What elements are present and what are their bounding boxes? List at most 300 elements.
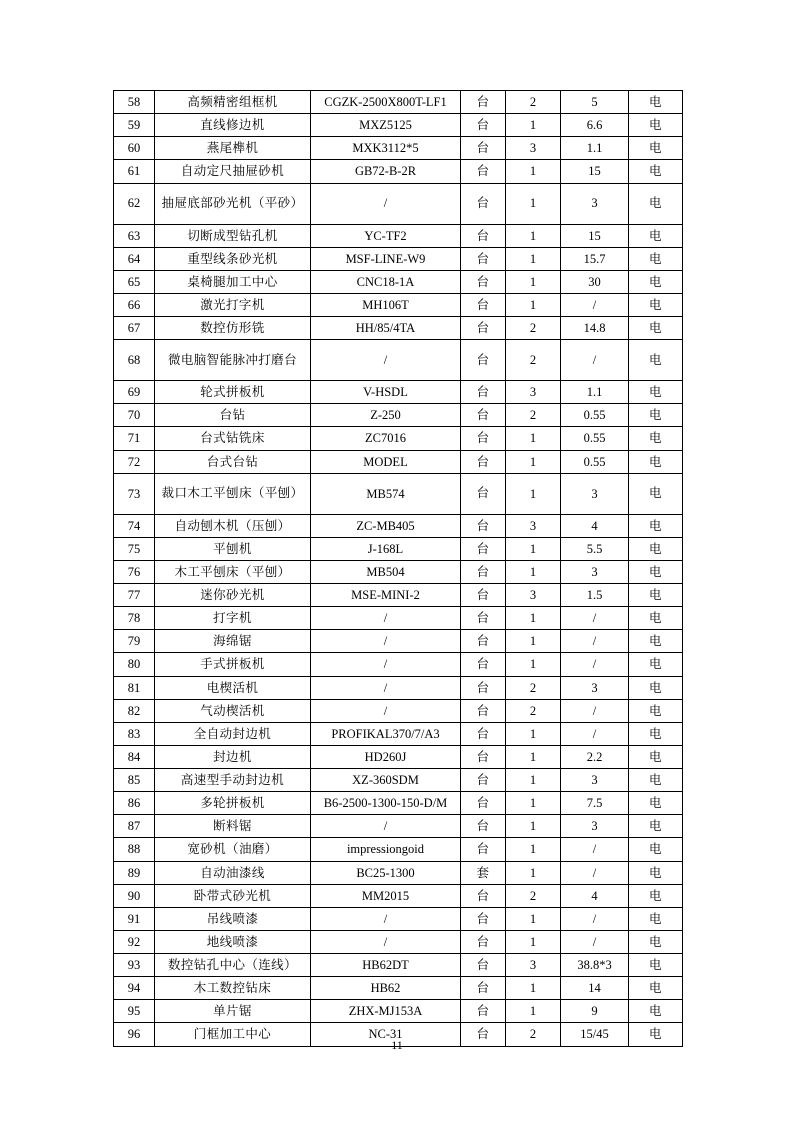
cell-power-kw: /	[561, 907, 629, 930]
cell-energy-type: 电	[629, 247, 683, 270]
cell-quantity: 1	[506, 977, 561, 1000]
cell-equipment-name: 单片锯	[155, 1000, 311, 1023]
cell-equipment-name: 数控仿形铣	[155, 317, 311, 340]
cell-equipment-name: 全自动封边机	[155, 722, 311, 745]
table-row	[114, 884, 683, 907]
cell-equipment-name: 打字机	[155, 607, 311, 630]
cell-equipment-name: 迷你砂光机	[155, 584, 311, 607]
table-row	[114, 930, 683, 953]
cell-model-spec: BC25-1300	[311, 861, 461, 884]
cell-quantity: 1	[506, 607, 561, 630]
cell-equipment-name: 多轮拼板机	[155, 792, 311, 815]
cell-energy-type: 电	[629, 584, 683, 607]
table-row	[114, 473, 683, 514]
table-row	[114, 381, 683, 404]
cell-equipment-name: 抽屉底部砂光机（平砂）	[155, 183, 311, 224]
cell-model-spec: HB62	[311, 977, 461, 1000]
cell-unit: 台	[461, 560, 506, 583]
cell-model-spec: /	[311, 930, 461, 953]
cell-power-kw: 15/45	[561, 1023, 629, 1046]
table-row	[114, 722, 683, 745]
table-row	[114, 270, 683, 293]
table-row	[114, 653, 683, 676]
table-row	[114, 537, 683, 560]
table-row	[114, 514, 683, 537]
cell-energy-type: 电	[629, 838, 683, 861]
cell-energy-type: 电	[629, 722, 683, 745]
cell-unit: 台	[461, 224, 506, 247]
cell-power-kw: 0.55	[561, 450, 629, 473]
cell-energy-type: 电	[629, 792, 683, 815]
cell-equipment-name: 断料锯	[155, 815, 311, 838]
cell-unit: 台	[461, 954, 506, 977]
cell-unit: 台	[461, 653, 506, 676]
cell-power-kw: 4	[561, 884, 629, 907]
table-row	[114, 404, 683, 427]
cell-power-kw: 7.5	[561, 792, 629, 815]
cell-serial-number: 96	[114, 1023, 155, 1046]
cell-unit: 台	[461, 630, 506, 653]
cell-model-spec: /	[311, 676, 461, 699]
cell-energy-type: 电	[629, 954, 683, 977]
cell-model-spec: MB574	[311, 473, 461, 514]
cell-unit: 台	[461, 745, 506, 768]
table-row	[114, 630, 683, 653]
cell-model-spec: /	[311, 630, 461, 653]
cell-energy-type: 电	[629, 473, 683, 514]
cell-energy-type: 电	[629, 293, 683, 316]
cell-model-spec: MM2015	[311, 884, 461, 907]
cell-unit: 台	[461, 607, 506, 630]
cell-model-spec: GB72-B-2R	[311, 160, 461, 183]
equipment-table	[113, 90, 683, 1047]
cell-equipment-name: 平刨机	[155, 537, 311, 560]
cell-energy-type: 电	[629, 404, 683, 427]
cell-energy-type: 电	[629, 884, 683, 907]
cell-serial-number: 72	[114, 450, 155, 473]
cell-model-spec: MB504	[311, 560, 461, 583]
table-row	[114, 769, 683, 792]
cell-equipment-name: 台式钻铣床	[155, 427, 311, 450]
cell-quantity: 1	[506, 745, 561, 768]
equipment-table-body	[114, 91, 683, 1047]
cell-model-spec: MXZ5125	[311, 114, 461, 137]
cell-power-kw: 14.8	[561, 317, 629, 340]
cell-model-spec: ZC-MB405	[311, 514, 461, 537]
cell-energy-type: 电	[629, 91, 683, 114]
cell-quantity: 1	[506, 450, 561, 473]
cell-unit: 台	[461, 381, 506, 404]
cell-unit: 台	[461, 977, 506, 1000]
cell-equipment-name: 桌椅腿加工中心	[155, 270, 311, 293]
cell-energy-type: 电	[629, 977, 683, 1000]
table-row	[114, 560, 683, 583]
cell-energy-type: 电	[629, 630, 683, 653]
cell-model-spec: CNC18-1A	[311, 270, 461, 293]
cell-power-kw: 30	[561, 270, 629, 293]
cell-power-kw: 0.55	[561, 427, 629, 450]
cell-model-spec: ZHX-MJ153A	[311, 1000, 461, 1023]
cell-serial-number: 93	[114, 954, 155, 977]
table-row	[114, 792, 683, 815]
table-row	[114, 699, 683, 722]
cell-quantity: 3	[506, 514, 561, 537]
cell-quantity: 3	[506, 381, 561, 404]
cell-unit: 台	[461, 769, 506, 792]
cell-unit: 台	[461, 1000, 506, 1023]
cell-power-kw: /	[561, 630, 629, 653]
cell-quantity: 2	[506, 676, 561, 699]
cell-energy-type: 电	[629, 340, 683, 381]
cell-unit: 台	[461, 293, 506, 316]
cell-equipment-name: 海绵锯	[155, 630, 311, 653]
cell-model-spec: J-168L	[311, 537, 461, 560]
cell-quantity: 1	[506, 114, 561, 137]
cell-unit: 台	[461, 404, 506, 427]
cell-equipment-name: 气动楔活机	[155, 699, 311, 722]
cell-power-kw: 14	[561, 977, 629, 1000]
cell-unit: 台	[461, 247, 506, 270]
cell-quantity: 2	[506, 1023, 561, 1046]
table-row	[114, 114, 683, 137]
table-row	[114, 224, 683, 247]
cell-model-spec: /	[311, 699, 461, 722]
cell-quantity: 1	[506, 270, 561, 293]
cell-energy-type: 电	[629, 270, 683, 293]
page-number: 11	[391, 1038, 403, 1052]
cell-energy-type: 电	[629, 815, 683, 838]
cell-quantity: 2	[506, 91, 561, 114]
table-row	[114, 317, 683, 340]
cell-serial-number: 95	[114, 1000, 155, 1023]
cell-equipment-name: 台式台钻	[155, 450, 311, 473]
cell-equipment-name: 卧带式砂光机	[155, 884, 311, 907]
cell-power-kw: /	[561, 838, 629, 861]
cell-unit: 台	[461, 340, 506, 381]
cell-equipment-name: 自动刨木机（压刨）	[155, 514, 311, 537]
cell-model-spec: MXK3112*5	[311, 137, 461, 160]
cell-unit: 台	[461, 584, 506, 607]
cell-power-kw: 3	[561, 473, 629, 514]
table-row	[114, 160, 683, 183]
table-row	[114, 340, 683, 381]
cell-energy-type: 电	[629, 317, 683, 340]
cell-serial-number: 58	[114, 91, 155, 114]
cell-energy-type: 电	[629, 137, 683, 160]
cell-model-spec: /	[311, 340, 461, 381]
cell-serial-number: 70	[114, 404, 155, 427]
table-row	[114, 977, 683, 1000]
cell-quantity: 2	[506, 404, 561, 427]
cell-serial-number: 87	[114, 815, 155, 838]
table-row	[114, 676, 683, 699]
table-row	[114, 954, 683, 977]
cell-quantity: 1	[506, 224, 561, 247]
cell-model-spec: NC-31	[311, 1023, 461, 1046]
cell-serial-number: 69	[114, 381, 155, 404]
cell-equipment-name: 数控钻孔中心（连线）	[155, 954, 311, 977]
cell-quantity: 1	[506, 792, 561, 815]
cell-unit: 台	[461, 270, 506, 293]
cell-serial-number: 61	[114, 160, 155, 183]
cell-power-kw: 5.5	[561, 537, 629, 560]
cell-power-kw: 9	[561, 1000, 629, 1023]
cell-quantity: 1	[506, 537, 561, 560]
cell-serial-number: 83	[114, 722, 155, 745]
cell-quantity: 2	[506, 699, 561, 722]
cell-serial-number: 91	[114, 907, 155, 930]
cell-model-spec: YC-TF2	[311, 224, 461, 247]
cell-quantity: 1	[506, 560, 561, 583]
table-row	[114, 450, 683, 473]
cell-power-kw: 1.5	[561, 584, 629, 607]
cell-model-spec: /	[311, 815, 461, 838]
cell-unit: 台	[461, 317, 506, 340]
cell-serial-number: 60	[114, 137, 155, 160]
cell-power-kw: /	[561, 930, 629, 953]
cell-serial-number: 66	[114, 293, 155, 316]
table-row	[114, 838, 683, 861]
table-row	[114, 584, 683, 607]
cell-equipment-name: 燕尾榫机	[155, 137, 311, 160]
cell-serial-number: 78	[114, 607, 155, 630]
cell-quantity: 1	[506, 160, 561, 183]
cell-unit: 台	[461, 722, 506, 745]
cell-model-spec: /	[311, 607, 461, 630]
cell-quantity: 1	[506, 427, 561, 450]
cell-energy-type: 电	[629, 160, 683, 183]
cell-unit: 台	[461, 427, 506, 450]
cell-serial-number: 89	[114, 861, 155, 884]
cell-energy-type: 电	[629, 930, 683, 953]
table-row	[114, 815, 683, 838]
cell-energy-type: 电	[629, 607, 683, 630]
table-row	[114, 745, 683, 768]
cell-equipment-name: 地线喷漆	[155, 930, 311, 953]
cell-unit: 台	[461, 183, 506, 224]
cell-model-spec: CGZK-2500X800T-LF1	[311, 91, 461, 114]
cell-serial-number: 62	[114, 183, 155, 224]
cell-serial-number: 92	[114, 930, 155, 953]
cell-energy-type: 电	[629, 427, 683, 450]
table-row	[114, 427, 683, 450]
equipment-table-container	[113, 90, 682, 1047]
cell-model-spec: PROFIKAL370/7/A3	[311, 722, 461, 745]
cell-unit: 台	[461, 699, 506, 722]
cell-quantity: 1	[506, 907, 561, 930]
cell-power-kw: 3	[561, 676, 629, 699]
cell-power-kw: 3	[561, 769, 629, 792]
cell-serial-number: 80	[114, 653, 155, 676]
cell-quantity: 1	[506, 653, 561, 676]
cell-power-kw: 3	[561, 560, 629, 583]
cell-energy-type: 电	[629, 560, 683, 583]
cell-equipment-name: 重型线条砂光机	[155, 247, 311, 270]
cell-quantity: 1	[506, 722, 561, 745]
cell-energy-type: 电	[629, 907, 683, 930]
cell-quantity: 1	[506, 930, 561, 953]
cell-energy-type: 电	[629, 861, 683, 884]
cell-equipment-name: 轮式拼板机	[155, 381, 311, 404]
cell-unit: 台	[461, 160, 506, 183]
cell-quantity: 3	[506, 584, 561, 607]
cell-quantity: 2	[506, 317, 561, 340]
cell-equipment-name: 宽砂机（油磨）	[155, 838, 311, 861]
cell-energy-type: 电	[629, 699, 683, 722]
cell-unit: 台	[461, 114, 506, 137]
cell-unit: 台	[461, 450, 506, 473]
cell-equipment-name: 自动油漆线	[155, 861, 311, 884]
cell-power-kw: 1.1	[561, 137, 629, 160]
cell-unit: 台	[461, 815, 506, 838]
cell-power-kw: /	[561, 607, 629, 630]
cell-serial-number: 73	[114, 473, 155, 514]
cell-model-spec: HB62DT	[311, 954, 461, 977]
cell-power-kw: 2.2	[561, 745, 629, 768]
cell-energy-type: 电	[629, 514, 683, 537]
cell-equipment-name: 切断成型钻孔机	[155, 224, 311, 247]
cell-power-kw: 5	[561, 91, 629, 114]
cell-unit: 台	[461, 537, 506, 560]
cell-model-spec: V-HSDL	[311, 381, 461, 404]
cell-energy-type: 电	[629, 183, 683, 224]
cell-power-kw: 38.8*3	[561, 954, 629, 977]
cell-unit: 台	[461, 884, 506, 907]
cell-serial-number: 77	[114, 584, 155, 607]
cell-power-kw: 4	[561, 514, 629, 537]
cell-equipment-name: 直线修边机	[155, 114, 311, 137]
table-row	[114, 183, 683, 224]
table-row	[114, 907, 683, 930]
table-row	[114, 1000, 683, 1023]
cell-quantity: 1	[506, 769, 561, 792]
cell-quantity: 1	[506, 861, 561, 884]
cell-unit: 台	[461, 907, 506, 930]
cell-serial-number: 94	[114, 977, 155, 1000]
table-row	[114, 293, 683, 316]
cell-energy-type: 电	[629, 653, 683, 676]
cell-power-kw: 15	[561, 224, 629, 247]
cell-model-spec: /	[311, 183, 461, 224]
table-row	[114, 247, 683, 270]
cell-model-spec: MSE-MINI-2	[311, 584, 461, 607]
cell-quantity: 1	[506, 630, 561, 653]
cell-equipment-name: 木工平刨床（平刨）	[155, 560, 311, 583]
cell-energy-type: 电	[629, 745, 683, 768]
cell-unit: 台	[461, 137, 506, 160]
cell-equipment-name: 台钻	[155, 404, 311, 427]
table-row	[114, 607, 683, 630]
table-row	[114, 861, 683, 884]
cell-quantity: 1	[506, 247, 561, 270]
cell-power-kw: /	[561, 722, 629, 745]
cell-model-spec: MODEL	[311, 450, 461, 473]
cell-power-kw: /	[561, 699, 629, 722]
cell-equipment-name: 木工数控钻床	[155, 977, 311, 1000]
cell-power-kw: 15.7	[561, 247, 629, 270]
cell-serial-number: 82	[114, 699, 155, 722]
cell-power-kw: 3	[561, 815, 629, 838]
cell-power-kw: 6.6	[561, 114, 629, 137]
cell-power-kw: 1.1	[561, 381, 629, 404]
cell-power-kw: 0.55	[561, 404, 629, 427]
cell-equipment-name: 高速型手动封边机	[155, 769, 311, 792]
cell-energy-type: 电	[629, 450, 683, 473]
cell-unit: 套	[461, 861, 506, 884]
cell-quantity: 1	[506, 815, 561, 838]
cell-serial-number: 67	[114, 317, 155, 340]
cell-unit: 台	[461, 838, 506, 861]
cell-model-spec: MH106T	[311, 293, 461, 316]
cell-equipment-name: 激光打字机	[155, 293, 311, 316]
cell-power-kw: /	[561, 293, 629, 316]
cell-energy-type: 电	[629, 381, 683, 404]
cell-quantity: 1	[506, 838, 561, 861]
cell-serial-number: 79	[114, 630, 155, 653]
cell-serial-number: 63	[114, 224, 155, 247]
cell-model-spec: XZ-360SDM	[311, 769, 461, 792]
cell-serial-number: 76	[114, 560, 155, 583]
cell-model-spec: impressiongoid	[311, 838, 461, 861]
cell-quantity: 3	[506, 954, 561, 977]
cell-serial-number: 88	[114, 838, 155, 861]
cell-model-spec: HH/85/4TA	[311, 317, 461, 340]
cell-model-spec: /	[311, 907, 461, 930]
cell-equipment-name: 高频精密组框机	[155, 91, 311, 114]
cell-model-spec: MSF-LINE-W9	[311, 247, 461, 270]
cell-serial-number: 90	[114, 884, 155, 907]
cell-unit: 台	[461, 1023, 506, 1046]
table-row	[114, 91, 683, 114]
cell-model-spec: ZC7016	[311, 427, 461, 450]
cell-serial-number: 59	[114, 114, 155, 137]
cell-equipment-name: 吊线喷漆	[155, 907, 311, 930]
cell-serial-number: 64	[114, 247, 155, 270]
cell-unit: 台	[461, 676, 506, 699]
cell-serial-number: 84	[114, 745, 155, 768]
cell-energy-type: 电	[629, 224, 683, 247]
cell-serial-number: 81	[114, 676, 155, 699]
cell-unit: 台	[461, 473, 506, 514]
cell-energy-type: 电	[629, 1023, 683, 1046]
cell-energy-type: 电	[629, 676, 683, 699]
cell-equipment-name: 封边机	[155, 745, 311, 768]
cell-unit: 台	[461, 930, 506, 953]
cell-equipment-name: 自动定尺抽屉砂机	[155, 160, 311, 183]
cell-quantity: 2	[506, 884, 561, 907]
cell-quantity: 1	[506, 183, 561, 224]
cell-power-kw: 15	[561, 160, 629, 183]
cell-equipment-name: 裁口木工平刨床（平刨）	[155, 473, 311, 514]
cell-equipment-name: 微电脑智能脉冲打磨台	[155, 340, 311, 381]
cell-serial-number: 65	[114, 270, 155, 293]
cell-unit: 台	[461, 91, 506, 114]
cell-unit: 台	[461, 514, 506, 537]
cell-serial-number: 85	[114, 769, 155, 792]
cell-unit: 台	[461, 792, 506, 815]
cell-energy-type: 电	[629, 537, 683, 560]
cell-serial-number: 68	[114, 340, 155, 381]
cell-power-kw: /	[561, 861, 629, 884]
cell-energy-type: 电	[629, 769, 683, 792]
cell-quantity: 1	[506, 293, 561, 316]
cell-model-spec: HD260J	[311, 745, 461, 768]
cell-model-spec: Z-250	[311, 404, 461, 427]
cell-quantity: 1	[506, 1000, 561, 1023]
cell-serial-number: 71	[114, 427, 155, 450]
cell-energy-type: 电	[629, 1000, 683, 1023]
cell-quantity: 2	[506, 340, 561, 381]
